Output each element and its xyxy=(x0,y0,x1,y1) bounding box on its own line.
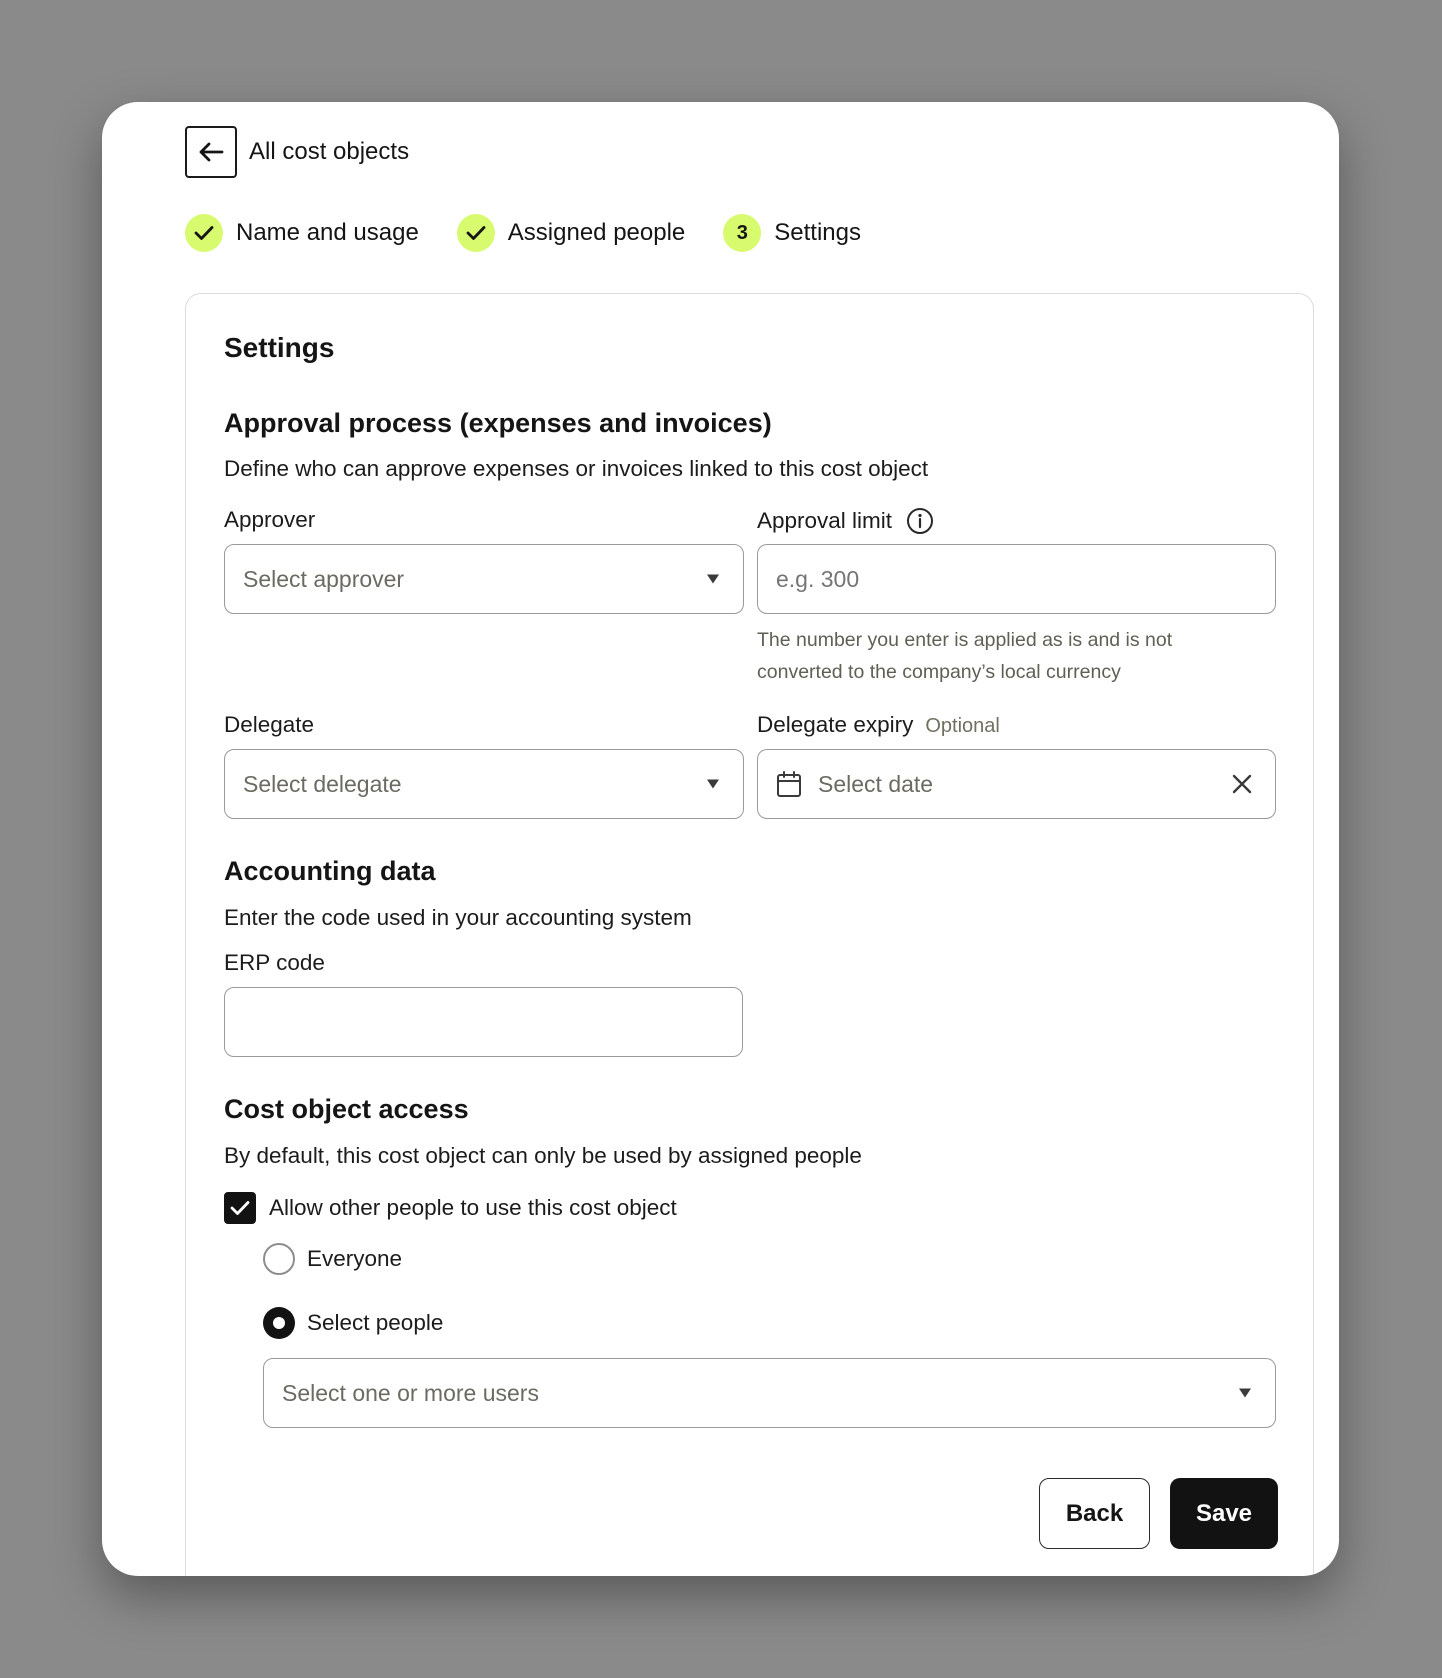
approver-label: Approver xyxy=(224,507,316,532)
check-icon xyxy=(230,1200,250,1216)
step-name-and-usage xyxy=(185,214,419,252)
calendar-icon xyxy=(776,770,802,798)
approver-select[interactable] xyxy=(224,544,744,614)
allow-others-label[interactable]: Allow other people to use this cost object xyxy=(269,1195,677,1220)
back-link-label[interactable]: All cost objects xyxy=(249,138,410,165)
step-number-badge: 3 xyxy=(723,214,761,252)
delegate-expiry-label-row xyxy=(757,712,1000,738)
stepper xyxy=(185,214,899,252)
everyone-radio-row[interactable] xyxy=(263,1243,402,1275)
access-heading: Cost object access xyxy=(224,1094,469,1124)
everyone-label[interactable]: Everyone xyxy=(307,1246,403,1271)
erp-code-label: ERP code xyxy=(224,950,325,975)
step-label: Settings xyxy=(774,219,861,246)
step-complete-badge xyxy=(457,214,495,252)
approval-limit-input[interactable] xyxy=(757,544,1276,614)
chevron-down-icon xyxy=(707,780,719,789)
users-multiselect[interactable] xyxy=(263,1358,1276,1428)
approval-heading: Approval process (expenses and invoices) xyxy=(224,408,772,438)
back-button[interactable]: Back xyxy=(1039,1478,1150,1549)
select-people-radio-row[interactable] xyxy=(263,1307,443,1339)
step-label: Name and usage xyxy=(236,219,419,246)
help-line: converted to the company’s local currency xyxy=(757,661,1121,683)
approval-limit-label-row xyxy=(757,507,934,535)
chevron-down-icon xyxy=(707,575,719,584)
back-to-cost-objects-link[interactable] xyxy=(185,126,409,178)
step-complete-badge xyxy=(185,214,223,252)
step-assigned-people xyxy=(457,214,685,252)
allow-others-row[interactable] xyxy=(224,1192,677,1224)
cost-object-modal xyxy=(102,102,1339,1576)
approval-limit-label: Approval limit xyxy=(757,508,893,533)
clear-icon[interactable] xyxy=(1231,773,1253,795)
card-title: Settings xyxy=(224,332,335,363)
chevron-down-icon xyxy=(1239,1389,1251,1398)
delegate-expiry-label: Delegate expiry xyxy=(757,712,914,737)
delegate-placeholder: Select delegate xyxy=(243,770,402,797)
erp-code-input[interactable] xyxy=(224,987,743,1057)
delegate-select[interactable] xyxy=(224,749,744,819)
delegate-label: Delegate xyxy=(224,712,315,737)
approval-limit-help xyxy=(757,624,1172,688)
check-icon xyxy=(194,225,214,241)
settings-card xyxy=(185,293,1314,1576)
access-description: By default, this cost object can only be used by assigned people xyxy=(224,1143,862,1168)
accounting-heading: Accounting data xyxy=(224,856,436,886)
select-people-label[interactable]: Select people xyxy=(307,1310,444,1335)
users-placeholder: Select one or more users xyxy=(282,1379,539,1406)
approval-description: Define who can approve expenses or invoices linked to this cost object xyxy=(224,456,929,481)
date-placeholder: Select date xyxy=(818,770,934,797)
back-arrow-button[interactable] xyxy=(185,126,237,178)
select-people-radio[interactable] xyxy=(263,1307,295,1339)
everyone-radio[interactable] xyxy=(263,1243,295,1275)
arrow-left-icon xyxy=(198,141,224,163)
help-line: The number you enter is applied as is and is not xyxy=(757,629,1173,651)
step-label: Assigned people xyxy=(507,219,686,246)
step-settings xyxy=(723,214,861,252)
accounting-description: Enter the code used in your accounting system xyxy=(224,905,692,930)
allow-others-checkbox[interactable] xyxy=(224,1192,256,1224)
optional-tag: Optional xyxy=(925,715,1000,737)
delegate-expiry-datepicker[interactable] xyxy=(757,749,1276,819)
save-button[interactable]: Save xyxy=(1170,1478,1278,1549)
info-icon[interactable] xyxy=(906,507,934,535)
approver-placeholder: Select approver xyxy=(243,565,405,592)
check-icon xyxy=(466,225,486,241)
